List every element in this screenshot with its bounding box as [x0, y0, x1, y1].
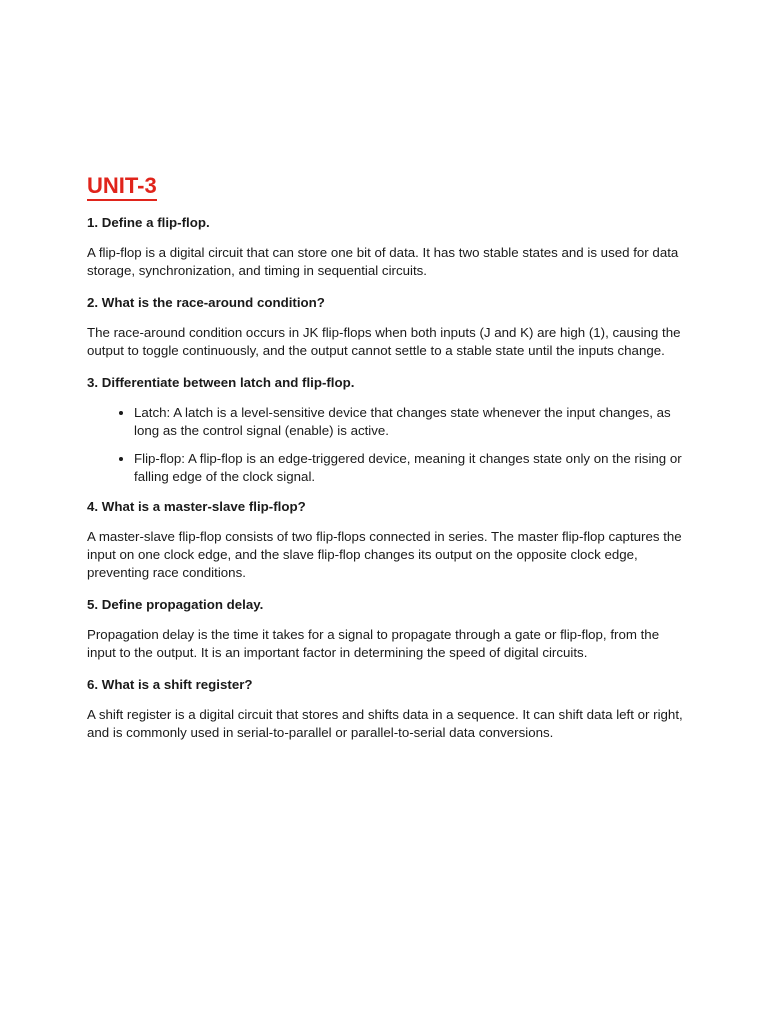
- question-1: 1. Define a flip-flop.: [87, 215, 210, 230]
- answer-1: A flip-flop is a digital circuit that can store one bit of data. It has two stable states and is used for data storage, synchronization, and timing in sequential circuits.: [87, 245, 679, 278]
- question-2: 2. What is the race-around condition?: [87, 295, 325, 310]
- qa-list: [87, 214, 687, 756]
- answer-5: Propagation delay is the time it takes for a signal to propagate through a gate or flip-flop, from the input to the output. It is an important factor in determining the speed of digital circuits.: [87, 627, 660, 660]
- bullet-flip-flop: [134, 450, 687, 486]
- question-6: 6. What is a shift register?: [87, 677, 253, 692]
- bullet-label: Latch:: [134, 405, 171, 420]
- bullet-label: Flip-flop:: [134, 451, 185, 466]
- latch-vs-flipflop-list: [87, 404, 687, 486]
- answer-6: A shift register is a digital circuit that stores and shifts data in a sequence. It can shift data left or right, and is commonly used in serial-to-parallel or parallel-to-serial data conversions.: [87, 707, 683, 740]
- question-3: 3. Differentiate between latch and flip-flop.: [87, 375, 355, 390]
- bullet-text: A latch is a level-sensitive device that changes state whenever the input changes, as long as the control signal (enable) is active.: [134, 405, 671, 438]
- bullet-text: A flip-flop is an edge-triggered device, meaning it changes state only on the rising or falling edge of the clock signal.: [134, 451, 682, 484]
- question-4: 4. What is a master-slave flip-flop?: [87, 499, 306, 514]
- question-5: 5. Define propagation delay.: [87, 597, 264, 612]
- answer-2: The race-around condition occurs in JK flip-flops when both inputs (J and K) are high (1), causing the output to toggle continuously, and the output cannot settle to a stable state until the inputs change.: [87, 325, 681, 358]
- answer-4: A master-slave flip-flop consists of two flip-flops connected in series. The master flip-flop captures the input on one clock edge, and the slave flip-flop changes its output on the opposite clock edge, preventing race conditions.: [87, 529, 682, 580]
- unit-title: UNIT-3: [87, 174, 157, 201]
- bullet-latch: [134, 404, 687, 440]
